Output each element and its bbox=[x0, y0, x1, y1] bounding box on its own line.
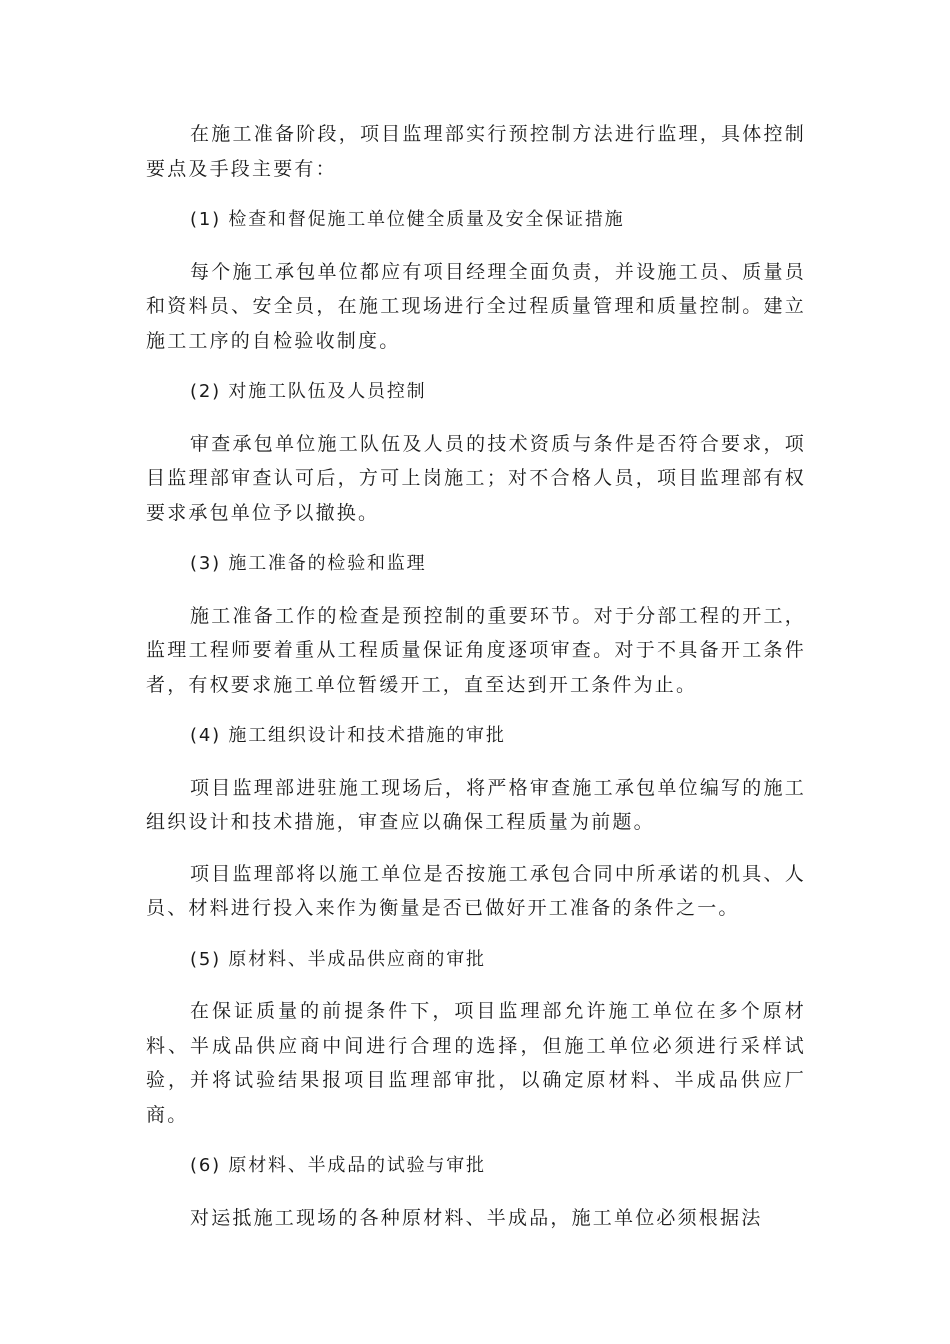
section-heading: (2) 对施工队伍及人员控制 bbox=[190, 381, 427, 402]
document-page bbox=[146, 117, 806, 1252]
section-heading: (5) 原材料、半成品供应商的审批 bbox=[190, 948, 486, 970]
paragraph: 对运抵施工现场的各种原材料、半成品，施工单位必须根据法 bbox=[190, 1206, 763, 1229]
section-heading: (4) 施工组织设计和技术措施的审批 bbox=[190, 725, 506, 746]
section-heading: (1) 检查和督促施工单位健全质量及安全保证措施 bbox=[190, 209, 625, 230]
section-heading: (6) 原材料、半成品的试验与审批 bbox=[190, 1155, 486, 1176]
paragraph: 在保证质量的前提条件下，项目监理部允许施工单位在多个原材料、半成品供应商中间进行合理的选择，但施工单位必须进行采样试验，并将试验结果报项目监理部审批，以确定原材料、半成品供应厂商。 bbox=[146, 1000, 806, 1126]
paragraph: 项目监理部进驻施工现场后，将严格审查施工承包单位编写的施工组织设计和技术措施，审查应以确保工程质量为前题。 bbox=[146, 776, 806, 833]
paragraph: 在施工准备阶段，项目监理部实行预控制方法进行监理，具体控制要点及手段主要有： bbox=[146, 123, 806, 180]
paragraph: 每个施工承包单位都应有项目经理全面负责，并设施工员、质量员和资料员、安全员，在施工现场进行全过程质量管理和质量控制。建立施工工序的自检验收制度。 bbox=[146, 260, 806, 352]
paragraph: 审查承包单位施工队伍及人员的技术资质与条件是否符合要求，项目监理部审查认可后，方可上岗施工；对不合格人员，项目监理部有权要求承包单位予以撤换。 bbox=[146, 432, 806, 524]
section-heading: (3) 施工准备的检验和监理 bbox=[190, 553, 427, 574]
paragraph: 施工准备工作的检查是预控制的重要环节。对于分部工程的开工，监理工程师要着重从工程质量保证角度逐项审查。对于不具备开工条件者，有权要求施工单位暂缓开工，直至达到开工条件为止。 bbox=[146, 604, 806, 696]
paragraph: 项目监理部将以施工单位是否按施工承包合同中所承诺的机具、人员、材料进行投入来作为衡量是否已做好开工准备的条件之一。 bbox=[146, 862, 806, 919]
